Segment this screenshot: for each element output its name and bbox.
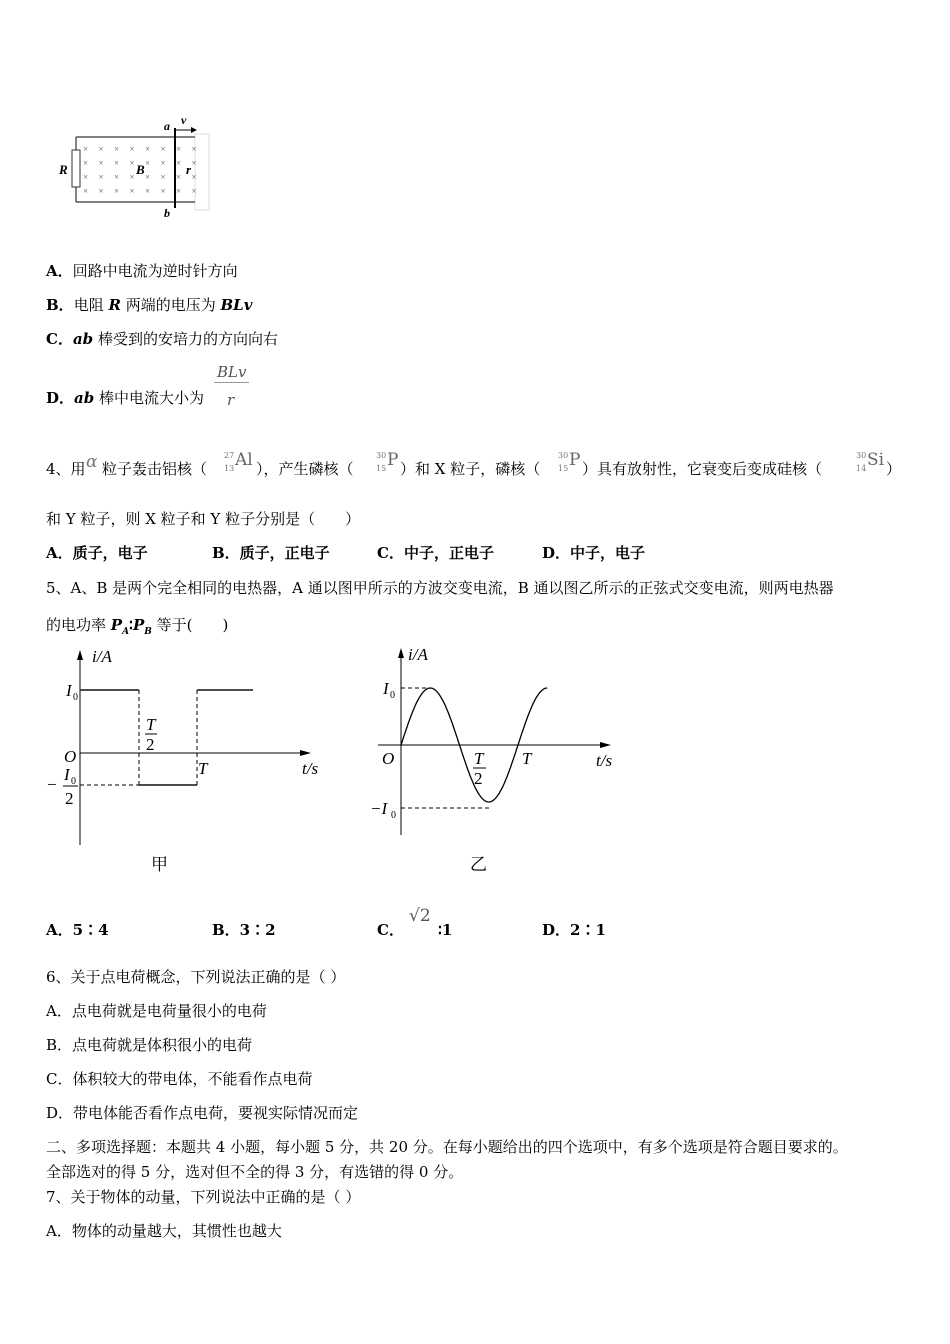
q3-option-d: D．ab 棒中电流大小为 <box>46 389 205 407</box>
q3-option-c: C．ab 棒受到的安培力的方向向右 <box>46 330 278 348</box>
caption-yi: 乙 <box>470 855 487 874</box>
tick-T: T <box>522 749 532 768</box>
q5-option-c-rest: ∶1 <box>438 921 453 939</box>
q6-option-b: B．点电荷就是体积很小的电荷 <box>46 1036 253 1054</box>
q4-stem-5: ）具有放射性，它衰变后变成硅核（ <box>582 460 823 478</box>
field-cross-icon: × <box>83 186 89 196</box>
field-cross-icon: × <box>191 172 197 182</box>
field-cross-icon: × <box>160 172 166 182</box>
x-axis-label: t/s <box>302 759 319 778</box>
tick-I0-sub: 0 <box>390 690 395 701</box>
q5-option-a: A．5∶4 <box>46 921 109 939</box>
field-cross-icon: × <box>83 172 89 182</box>
origin-label: O <box>382 749 395 768</box>
tick-neg-I0-sub: 0 <box>391 810 396 821</box>
field-cross-icon: × <box>129 172 135 182</box>
alpha-symbol: α <box>86 452 98 472</box>
q6-option-c: C．体积较大的带电体，不能看作点电荷 <box>46 1070 313 1088</box>
field-cross-icon: × <box>176 172 182 182</box>
tick-half-T-num: T <box>146 715 156 734</box>
section2-heading: 二、多项选择题：本题共 4 小题，每小题 5 分，共 20 分。在每小题给出的四个选项中，有多个选项是符合题目要求的。 <box>46 1138 848 1156</box>
q4-option-a: A．质子，电子 <box>46 544 148 562</box>
p-z-2: 15 <box>558 464 569 473</box>
field-cross-icon: × <box>191 186 197 196</box>
field-cross-icon: × <box>114 158 120 168</box>
field-cross-icon: × <box>114 186 120 196</box>
p-mass-2: 30 <box>558 451 569 460</box>
tick-neg-den: 2 <box>65 789 74 808</box>
field-cross-icon: × <box>114 172 120 182</box>
label-R: R <box>59 162 68 177</box>
p-symbol: P <box>387 450 399 470</box>
p-mass: 30 <box>376 451 387 460</box>
tick-half-T-num: T <box>474 749 484 768</box>
q5-option-b: B．3∶2 <box>212 921 276 939</box>
q6-option-d: D．带电体能否看作点电荷，要视实际情况而定 <box>46 1104 359 1122</box>
field-cross-icon: × <box>176 186 182 196</box>
field-cross-icon: × <box>191 144 197 154</box>
tick-neg-I0-sub: 0 <box>71 776 76 787</box>
y-axis-label: i/A <box>408 645 428 664</box>
al-mass: 27 <box>224 451 235 460</box>
label-a: a <box>164 119 170 133</box>
tick-half-T-den: 2 <box>474 769 483 788</box>
q4-option-d: D．中子，电子 <box>542 544 646 562</box>
al-symbol: Al <box>235 450 253 470</box>
field-cross-icon: × <box>98 158 104 168</box>
si-symbol: Si <box>867 450 885 470</box>
q4-stem-1: 4、用 <box>46 460 86 478</box>
field-cross-icon: × <box>145 172 151 182</box>
field-cross-icon: × <box>83 144 89 154</box>
tick-half-T-den: 2 <box>146 735 155 754</box>
q5-option-d: D．2∶1 <box>542 921 606 939</box>
q5-stem-line1: 5、A、B 是两个完全相同的电热器，A 通以图甲所示的方波交变电流，B 通以图乙所示的正弦式交变电流，则两电热器 <box>46 579 834 597</box>
si-mass: 30 <box>856 451 867 460</box>
label-B: B <box>136 162 145 177</box>
section2-rules: 全部选对的得 5 分，选对但不全的得 3 分，有选错的得 0 分。 <box>46 1163 464 1181</box>
field-cross-icon: × <box>114 144 120 154</box>
field-cross-icon: × <box>129 186 135 196</box>
p-z: 15 <box>376 464 387 473</box>
q4-stem-4: ）和 X 粒子，磷核（ <box>400 460 541 478</box>
si-z: 14 <box>856 464 867 473</box>
label-v: v <box>181 113 187 127</box>
caption-jia: 甲 <box>151 855 168 874</box>
tick-I0: I <box>383 679 389 698</box>
field-cross-icon: × <box>160 186 166 196</box>
y-axis-label: i/A <box>92 647 112 666</box>
graph-yi <box>360 640 630 885</box>
tick-neg-I0: −I <box>370 799 388 818</box>
graph-jia <box>40 640 340 885</box>
p-symbol-2: P <box>569 450 581 470</box>
q6-option-a: A．点电荷就是电荷量很小的电荷 <box>46 1002 267 1020</box>
al-z: 13 <box>224 464 235 473</box>
q4-option-b: B．质子，正电子 <box>212 544 330 562</box>
field-cross-icon: × <box>145 144 151 154</box>
q4-stem-6: ） <box>886 460 902 478</box>
fraction-numerator: BLv <box>214 362 249 383</box>
field-cross-icon: × <box>129 144 135 154</box>
origin-label: O <box>64 747 77 766</box>
label-b: b <box>164 206 170 220</box>
q3-option-a: A．回路中电流为逆时针方向 <box>46 262 238 280</box>
q5-stem-line2: 的电功率 $P_A∶P_B$ 等于( ) <box>46 616 229 637</box>
circuit-diagram <box>50 110 230 220</box>
tick-neg-I0: I <box>64 765 70 784</box>
q4-stem-2: 粒子轰击铝核（ <box>102 460 208 478</box>
field-cross-icon: × <box>98 172 104 182</box>
sqrt2: √2 <box>409 906 431 926</box>
field-cross-icon: × <box>176 144 182 154</box>
fraction-denominator: r <box>227 391 235 409</box>
field-cross-icon: × <box>160 144 166 154</box>
tick-neg-sign: − <box>47 775 57 794</box>
q4-stem-3: ），产生磷核（ <box>256 460 354 478</box>
tick-T: T <box>198 759 208 778</box>
x-axis-label: t/s <box>596 751 613 770</box>
q4-option-c: C．中子，正电子 <box>377 544 494 562</box>
field-cross-icon: × <box>145 186 151 196</box>
q4-stem-line2: 和 Y 粒子，则 X 粒子和 Y 粒子分别是（ ） <box>46 510 361 528</box>
field-cross-icon: × <box>98 144 104 154</box>
q3-option-b: B．电阻 R 两端的电压为 BLv <box>46 296 253 314</box>
q7-option-a: A．物体的动量越大，其惯性也越大 <box>46 1222 282 1240</box>
q7-stem: 7、关于物体的动量，下列说法中正确的是（ ） <box>46 1188 361 1206</box>
q6-stem: 6、关于点电荷概念，下列说法正确的是（ ） <box>46 968 346 986</box>
field-cross-icon: × <box>160 158 166 168</box>
field-cross-icon: × <box>98 186 104 196</box>
field-cross-icon: × <box>176 158 182 168</box>
field-cross-icon: × <box>129 158 135 168</box>
tick-I0: I <box>66 681 72 700</box>
tick-I0-sub: 0 <box>73 692 78 703</box>
field-cross-icon: × <box>145 158 151 168</box>
label-r: r <box>186 162 192 177</box>
field-cross-icon: × <box>191 158 197 168</box>
field-cross-icon: × <box>83 158 89 168</box>
q5-option-c: C． <box>377 921 404 939</box>
